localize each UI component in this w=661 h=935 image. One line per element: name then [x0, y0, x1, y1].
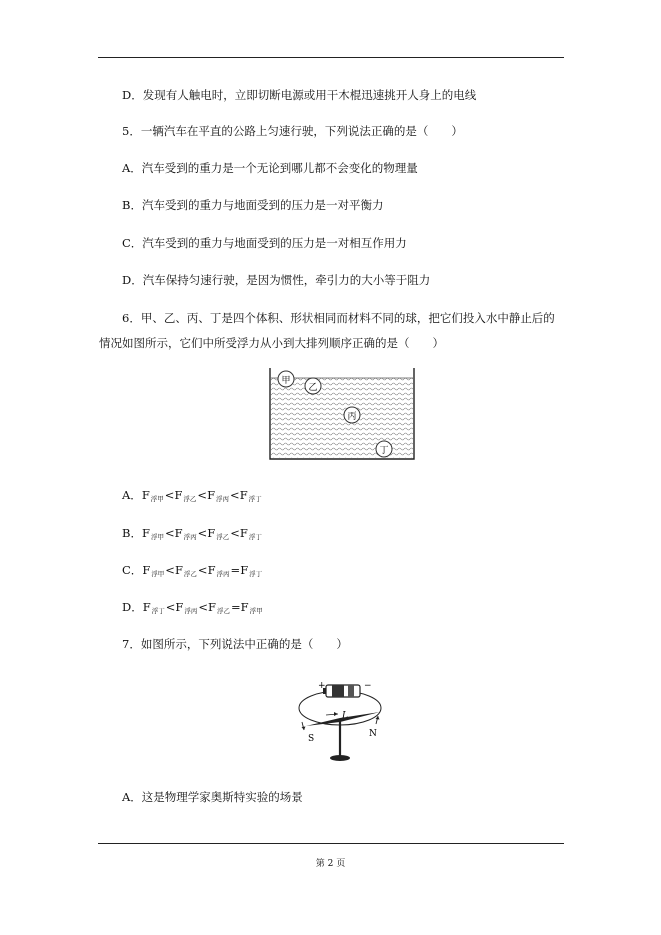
subscript: 浮乙 [183, 570, 197, 578]
wire-label: L [342, 711, 348, 721]
floating-balls-figure [266, 366, 418, 462]
question-6-line-1: 6．甲、乙、丙、丁是四个体积、形状相同而材料不同的球，把它们投入水中静止后的 [122, 311, 555, 325]
option-label: B． [122, 526, 142, 540]
f-symbol: F [142, 600, 151, 614]
question-6-option-a [122, 488, 263, 506]
footer-rule [98, 843, 564, 844]
f-symbol: F [239, 526, 248, 540]
ball-bing [344, 407, 360, 423]
operator: < [230, 526, 240, 540]
f-symbol: F [207, 526, 216, 540]
f-symbol: F [240, 563, 249, 577]
question-5-option-d: D．汽车保持匀速行驶，是因为惯性，牵引力的大小等于阻力 [122, 273, 431, 287]
option-label: D． [122, 600, 143, 614]
question-6-option-c [122, 563, 263, 581]
subscript: 浮丁 [248, 495, 262, 503]
current-arrowhead [334, 712, 338, 716]
ball-yi-label: 乙 [308, 383, 318, 393]
operator: < [230, 488, 240, 502]
subscript: 浮乙 [216, 533, 230, 541]
south-pole-label: S [308, 734, 315, 744]
subscript: 浮丙 [184, 607, 198, 615]
ball-ding-label: 丁 [379, 446, 389, 456]
f-symbol: F [141, 488, 150, 502]
subscript: 浮乙 [183, 495, 197, 503]
north-pole-label: N [369, 729, 377, 739]
subscript: 浮甲 [249, 607, 263, 615]
battery-icon [323, 685, 360, 697]
question-6-option-d [122, 600, 264, 618]
operator: < [165, 563, 175, 577]
question-5-option-b: B．汽车受到的重力与地面受到的压力是一对平衡力 [122, 198, 384, 212]
subscript: 浮丙 [183, 533, 197, 541]
operator: < [197, 488, 208, 502]
operator: < [164, 526, 175, 540]
battery-minus-label: − [364, 681, 372, 691]
page-number: 第 2 页 [315, 859, 346, 869]
f-symbol: F [207, 600, 216, 614]
f-symbol: F [240, 600, 249, 614]
needle-base [330, 755, 350, 761]
question-7-option-a: A．这是物理学家奥斯特实验的场景 [122, 790, 303, 804]
option-d-previous: D．发现有人触电时，立即切断电源或用干木棍迅速挑开人身上的电线 [122, 88, 477, 102]
subscript: 浮丁 [249, 570, 263, 578]
header-rule [98, 57, 564, 58]
ball-bing-label: 丙 [347, 412, 357, 422]
ball-yi [305, 378, 321, 394]
subscript: 浮甲 [151, 570, 165, 578]
battery-plus-label: + [318, 681, 326, 691]
subscript: 浮丁 [151, 607, 165, 615]
f-symbol: F [142, 563, 151, 577]
f-symbol: F [239, 488, 248, 502]
f-symbol: F [174, 526, 183, 540]
operator: < [197, 563, 208, 577]
operator: < [164, 488, 175, 502]
subscript: 浮乙 [216, 607, 230, 615]
question-6-line-2: 情况如图所示，它们中所受浮力从小到大排列顺序正确的是（ ） [99, 336, 444, 350]
subscript: 浮甲 [150, 533, 164, 541]
question-5-option-c: C．汽车受到的重力与地面受到的压力是一对相互作用力 [122, 236, 407, 250]
operator: < [198, 600, 208, 614]
operator: = [230, 563, 241, 577]
f-symbol: F [174, 563, 183, 577]
operator: < [197, 526, 208, 540]
question-5: 5．一辆汽车在平直的公路上匀速行驶，下列说法正确的是（ ） [122, 124, 463, 138]
f-symbol: F [207, 488, 216, 502]
option-label: C． [122, 563, 143, 577]
question-5-option-a: A．汽车受到的重力是一个无论到哪儿都不会变化的物理量 [122, 161, 418, 175]
f-symbol: F [174, 488, 183, 502]
ball-jia [278, 371, 294, 387]
ball-jia-label: 甲 [281, 376, 291, 386]
subscript: 浮丙 [216, 570, 230, 578]
question-7: 7．如图所示，下列说法中正确的是（ ） [122, 637, 348, 651]
oersted-experiment-figure [292, 672, 394, 768]
f-symbol: F [175, 600, 184, 614]
ball-ding [376, 441, 392, 457]
operator: < [165, 600, 176, 614]
question-6-option-b [122, 526, 263, 544]
subscript: 浮甲 [150, 495, 164, 503]
option-label: A． [122, 488, 142, 502]
subscript: 浮丙 [216, 495, 230, 503]
f-symbol: F [207, 563, 216, 577]
subscript: 浮丁 [248, 533, 262, 541]
operator: = [230, 600, 241, 614]
f-symbol: F [141, 526, 150, 540]
